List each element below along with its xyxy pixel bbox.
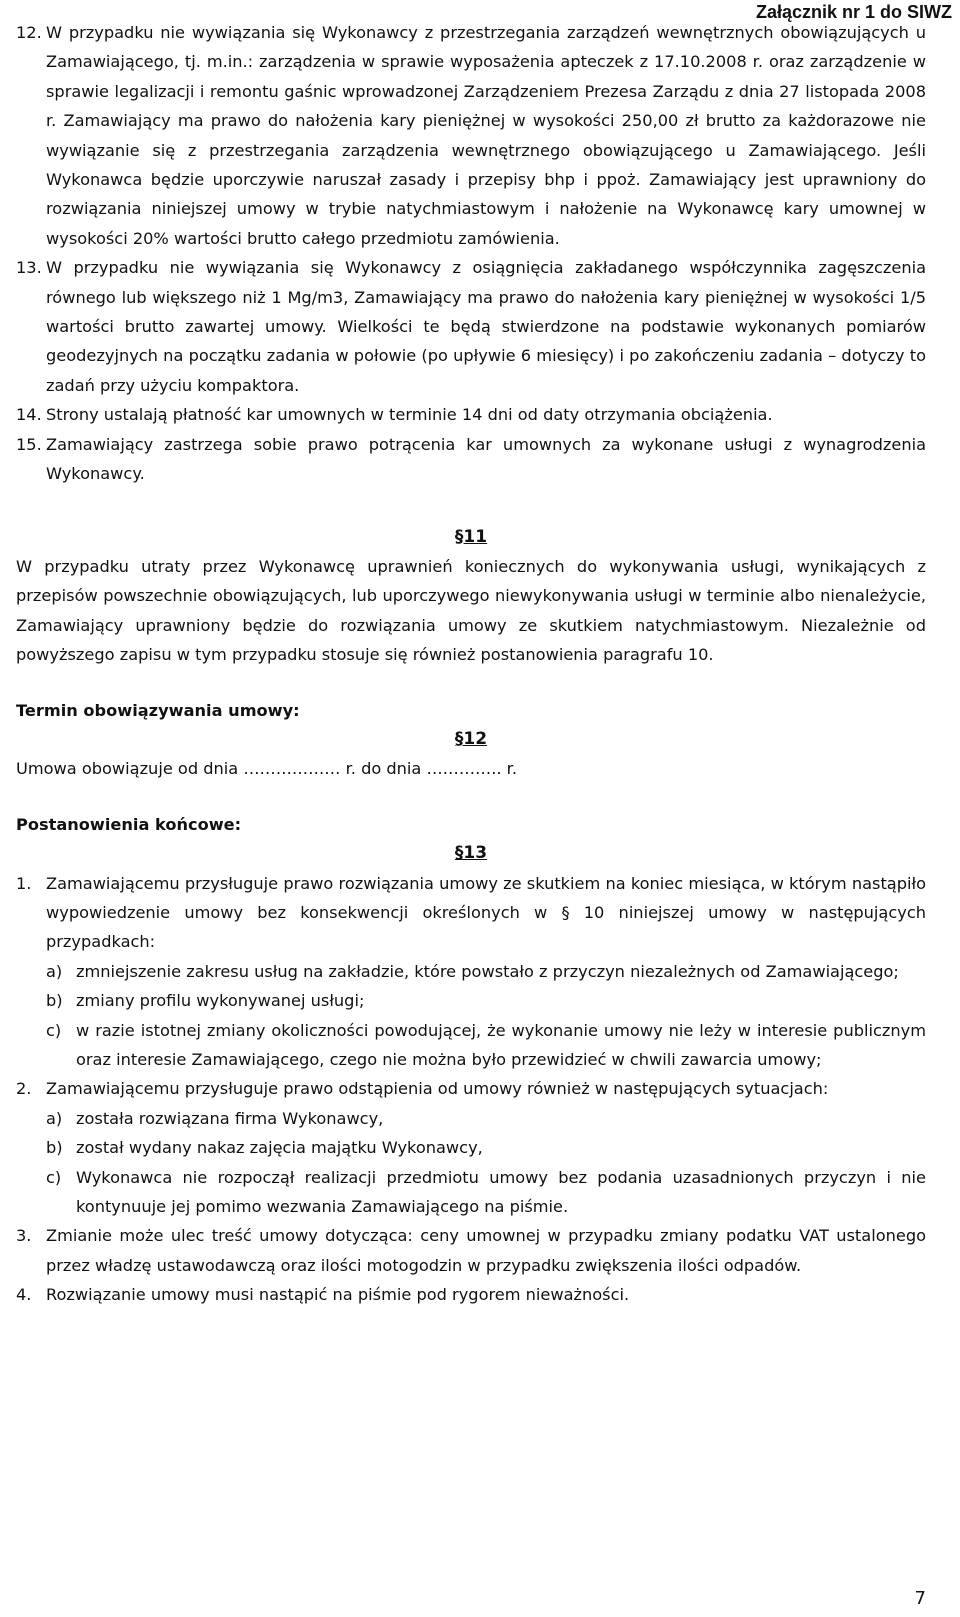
- list-item-12: [16, 18, 926, 253]
- sub-label: b): [46, 1138, 63, 1158]
- sub-item-c: [46, 1016, 926, 1075]
- item-text: Rozwiązanie umowy musi nastąpić na piśmie pod rygorem nieważności.: [46, 1285, 630, 1305]
- section-title-13: §13: [454, 843, 488, 864]
- sub-text: zmiany profilu wykonywanej usługi;: [76, 991, 365, 1011]
- section-title-12: §12: [454, 728, 488, 749]
- final-heading: Postanowienia końcowe:: [16, 814, 242, 834]
- sub-text: została rozwiązana firma Wykonawcy,: [76, 1108, 384, 1128]
- item-number: 1.: [16, 873, 32, 893]
- item-number: 12.: [16, 23, 42, 42]
- final-item-1: [16, 869, 926, 1075]
- item-text: Zamawiający zastrzega sobie prawo potrącenia kar umownych za wykonane usługi z wynagrodzenia Wykonawcy.: [46, 434, 926, 484]
- section-title-11: §11: [454, 526, 488, 547]
- sub-text: został wydany nakaz zajęcia majątku Wykonawcy,: [76, 1138, 483, 1158]
- term-text: Umowa obowiązuje od dnia ……………… r. do dnia ………….. r.: [16, 759, 517, 779]
- sub-item-b: [46, 1133, 926, 1162]
- item-text: Zamawiającemu przysługuje prawo odstąpienia od umowy również w następujących sytuacjach:: [46, 1079, 829, 1099]
- list-item-15: [16, 430, 926, 489]
- final-item-2: [16, 1074, 926, 1221]
- item-number: 4.: [16, 1285, 32, 1305]
- item-number: 3.: [16, 1226, 32, 1246]
- final-item-4: [16, 1280, 926, 1309]
- sub-label: c): [46, 1167, 62, 1187]
- sub-item-b: [46, 986, 926, 1015]
- item-text: W przypadku nie wywiązania się Wykonawcy z osiągnięcia zakładanego współczynnika zagęszczenia równego lub większego niż 1 Mg/m3, Zamawiający ma prawo do nałożenia kary pieniężnej w wysokości 1/5 wartości brutto zawartej umowy. Wielkości te będą stwierdzone na podstawie wykonanych pomiarów geodezyjnych na początku zadania w połowie (po upływie 6 miesięcy) i po zakończeniu zadania – dotyczy to zadań przy użyciu kompaktora.: [46, 258, 926, 395]
- item-number: 15.: [16, 434, 42, 454]
- sub-item-a: [46, 1104, 926, 1133]
- attachment-label: Załącznik nr 1 do SIWZ: [755, 2, 952, 22]
- list-item-14: [16, 400, 926, 429]
- sub-item-c: [46, 1163, 926, 1222]
- final-item-3: [16, 1221, 926, 1280]
- sub-label: a): [46, 1108, 63, 1128]
- item-text: W przypadku nie wywiązania się Wykonawcy z przestrzegania zarządzeń wewnętrznych obowiązujących u Zamawiającego, tj. m.in.: zarządzenia w sprawie wyposażenia apteczek z 17.10.2008 r. oraz zarządzenie w sprawie legalizacji i remontu gaśnic wprowadzonej Zarządzeniem Prezesa Zarządu z dnia 27 listopada 2008 r. Zamawiający ma prawo do nałożenia kary pieniężnej w wysokości 250,00 zł brutto za każdorazowe nie wywiązanie się z przestrzegania zarządzenia wewnętrznego obowiązującego u Zamawiającego. Jeśli Wykonawca będzie uporczywie naruszał zasady i przepisy bhp i ppoż. Zamawiający jest uprawniony do rozwiązania niniejszej umowy w trybie natychmiastowym i nałożenie na Wykonawcę kary umownej w wysokości 20% wartości brutto całego przedmiotu zamówienia.: [46, 23, 926, 248]
- sub-label: b): [46, 991, 63, 1011]
- section-11-text: W przypadku utraty przez Wykonawcę uprawnień koniecznych do wykonywania usługi, wynikających z przepisów powszechnie obowiązujących, lub uporczywego niewykonywania usługi w terminie albo nienależycie, Zamawiający uprawniony będzie do rozwiązania umowy ze skutkiem natychmiastowym. Niezależnie od powyższego zapisu w tym przypadku stosuje się również postanowienia paragrafu 10.: [16, 556, 926, 665]
- document-body: [16, 18, 926, 1310]
- sub-text: zmniejszenie zakresu usług na zakładzie, które powstało z przyczyn niezależnych od Zamawiającego;: [76, 961, 899, 981]
- item-text: Zamawiającemu przysługuje prawo rozwiązania umowy ze skutkiem na koniec miesiąca, w którym nastąpiło wypowiedzenie umowy bez konsekwencji określonych w § 10 niniejszej umowy w następujących przypadkach:: [46, 873, 926, 952]
- item-number: 2.: [16, 1079, 32, 1099]
- item-number: 14.: [16, 405, 42, 425]
- sub-label: a): [46, 961, 63, 981]
- item-text: Zmianie może ulec treść umowy dotycząca: ceny umownej w przypadku zmiany podatku VAT ustalonego przez władzę ustawodawczą oraz ilości motogodzin w przypadku zwiększenia ilości odpadów.: [46, 1226, 926, 1275]
- list-item-13: [16, 253, 926, 400]
- item-text: Strony ustalają płatność kar umownych w terminie 14 dni od daty otrzymania obciążenia.: [46, 405, 773, 425]
- term-heading: Termin obowiązywania umowy:: [16, 700, 300, 720]
- sub-text: w razie istotnej zmiany okoliczności powodującej, że wykonanie umowy nie leży w interesie publicznym oraz interesie Zamawiającego, czego nie można było przewidzieć w chwili zawarcia umowy;: [76, 1020, 926, 1069]
- sub-text: Wykonawca nie rozpoczął realizacji przedmiotu umowy bez podania uzasadnionych przyczyn i nie kontynuuje jej pomimo wezwania Zamawiającego na piśmie.: [76, 1167, 926, 1217]
- page-number: 7: [914, 1588, 926, 1609]
- sub-item-a: [46, 957, 926, 986]
- item-number: 13.: [16, 258, 42, 278]
- sub-label: c): [46, 1020, 62, 1040]
